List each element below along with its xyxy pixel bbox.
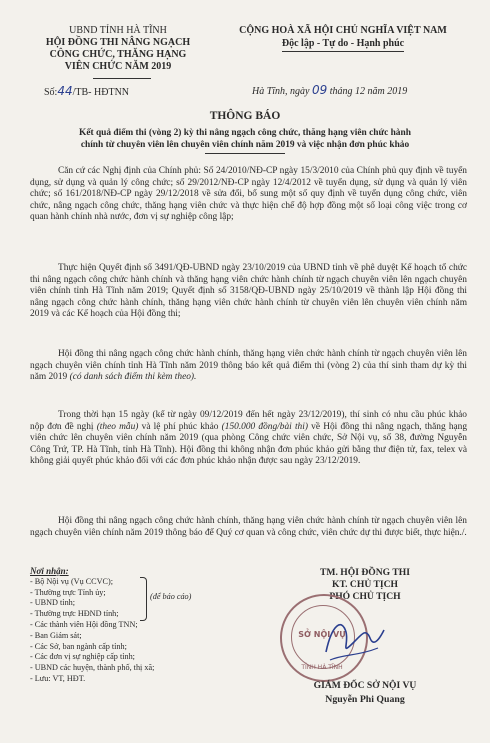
paragraph-announcement	[30, 349, 467, 384]
title-underline	[205, 153, 285, 154]
subtitle-line2: chính từ chuyên viên lên chuyên viên chính năm 2019 và việc nhận đơn phúc khảo	[80, 140, 410, 150]
paragraph-implementation: Thực hiện Quyết định số 3491/QĐ-UBND ngày 23/10/2019 của UBND tỉnh về phê duyệt Kế hoạch tổ chức thi nâng ngạch công chức hành chính và thăng hạng viên chức hành chính từ ngạch chuyên viên lên ngạch chuyên viên chính tỉnh Hà Tĩnh năm 2019; Quyết định số 3158/QĐ-UBND ngày 25/10/2019 về thành lập Hội đồng thi nâng ngạch công chức hành chính, thăng hạng viên chức hành chính từ chuyên viên lên chuyên viên chính năm 2019 và các Kế hoạch của Hội đồng thi;	[30, 263, 467, 319]
review-text-a: Trong thời hạn 15 ngày (kể từ ngày 09/12/2019 đến hết ngày 23/12/2019), thí sinh có nhu cầu phúc khảo nộp đơn đề nghị	[30, 410, 467, 432]
recipient-item: - Các Sở, ban ngành cấp tỉnh;	[30, 641, 127, 651]
signer-name: Nguyễn Phi Quang	[325, 694, 405, 705]
date-prefix: Hà Tĩnh, ngày	[252, 86, 310, 97]
review-form-note: (theo mẫu)	[96, 421, 139, 432]
council-name-line2: CÔNG CHỨC, THĂNG HẠNG	[49, 49, 187, 60]
document-subtitle	[14, 127, 476, 151]
paragraph-review-deadline	[30, 410, 467, 468]
recipient-item: - Thường trực Tỉnh ủy;	[30, 587, 106, 597]
date-day-handwritten: 09	[312, 83, 328, 97]
brace-note: (để báo cáo)	[150, 592, 192, 601]
council-name-line1: HỘI ĐỒNG THI NÂNG NGẠCH	[45, 37, 191, 48]
ministry-name: UBND TỈNH HÀ TĨNH	[69, 25, 167, 36]
signature-line3: PHÓ CHỦ TỊCH	[329, 591, 401, 602]
recipient-item: - Các thành viên Hội đồng TNN;	[30, 619, 138, 629]
recipient-item: - UBND tỉnh;	[30, 598, 76, 608]
left-header	[8, 25, 228, 73]
date-suffix: tháng 12 năm 2019	[329, 86, 408, 97]
attached-list-note: (có danh sách điểm thi kèm theo).	[69, 372, 197, 382]
signature-line1: TM. HỘI ĐỒNG THI	[320, 567, 410, 578]
handwritten-signature	[318, 612, 388, 670]
recipients-heading: Nơi nhận:	[30, 566, 69, 576]
recipient-item: - UBND các huyện, thành phố, thị xã;	[30, 663, 155, 673]
recipient-item: - Ban Giám sát;	[30, 630, 82, 640]
stamp-ring-text: TỈNH HÀ TĨNH	[301, 664, 343, 671]
paragraph-legal-basis: Căn cứ các Nghị định của Chính phủ: Số 24/2010/NĐ-CP ngày 15/3/2010 của Chính phủ quy định về tuyển dụng, sử dụng và quản lý công chức; số 29/2012/NĐ-CP ngày 12/4/2012 về tuyển dụng, sử dụng và quản lý viên chức; số 161/2018/NĐ-CP ngày 29/12/2018 về sửa đổi, bổ sung một số quy định về tuyển dụng công chức, viên chức, nâng ngạch công chức, thăng hạng viên chức và thực hiện chế độ hợp đồng một số loại công việc trong cơ quan hành chính nhà nước, đơn vị sự nghiệp công lập;	[30, 166, 467, 222]
number-handwritten: 44	[57, 84, 73, 98]
recipients-brace	[140, 577, 147, 621]
review-fee-note: (150.000 đồng/bài thi)	[221, 421, 308, 432]
review-text-c: và lệ phí phúc khảo	[141, 421, 219, 432]
signature-line2: KT. CHỦ TỊCH	[331, 579, 398, 590]
subtitle-line1: Kết quả điểm thi (vòng 2) kỳ thi nâng ngạch công chức, thăng hạng viên chức hành	[79, 128, 411, 138]
national-motto: Độc lập - Tự do - Hạnh phúc	[281, 38, 405, 49]
recipient-item: - Lưu: VT, HĐT.	[30, 673, 86, 683]
issue-date	[252, 84, 407, 98]
national-title: CỘNG HOÀ XÃ HỘI CHỦ NGHĨA VIỆT NAM	[239, 25, 447, 36]
council-name-line3: VIÊN CHỨC NĂM 2019	[64, 61, 172, 72]
recipient-item: - Các đơn vị sự nghiệp cấp tỉnh;	[30, 652, 135, 662]
signature-block	[255, 567, 475, 603]
recipients-block	[30, 566, 200, 685]
number-prefix: Số:	[44, 87, 58, 98]
review-text-e: về Hội đồng thi nâng ngạch, thăng hạng viên chức lên chuyên viên chính năm 2019 (qua phòng Công chức viên chức, Sở Nội vụ, số 38, đường Nguyễn Công Trứ, TP. Hà Tĩnh, tỉnh Hà Tĩnh). Hội đồng thi không nhận đơn phúc khảo gửi bằng thư điện tử, fax, telex và không giải quyết phúc khảo đối với các đơn phúc khảo nhận được sau ngày 23/12/2019.	[30, 421, 468, 466]
recipient-item: - Bộ Nội vụ (Vụ CCVC);	[30, 576, 114, 586]
paragraph-closing: Hội đồng thi nâng ngạch công chức hành chính, thăng hạng viên chức hành chính từ ngạch chuyên viên lên ngạch chuyên viên chính năm 2019 thông báo để Quý cơ quan và công chức, viên chức dự thi được biết, thực hiện./.	[30, 516, 467, 538]
recipient-item: - Thường trực HĐND tỉnh;	[30, 609, 119, 619]
signer-position: GIÁM ĐỐC SỞ NỘI VỤ	[313, 680, 417, 691]
announcement-text: Hội đồng thi nâng ngạch công chức hành chính, thăng hạng viên chức hành chính từ ngạch chuyên viên lên ngạch chuyên viên chính tỉnh Hà Tĩnh năm 2019 thông báo kết quả điểm thi (vòng 2) của thí sinh tham dự kỳ thi năm 2019	[30, 349, 467, 382]
document-number	[44, 85, 129, 99]
stamp-center-text: SỞ NỘI VỤ	[298, 630, 346, 639]
number-suffix: /TB- HĐTNN	[72, 87, 130, 98]
left-header-underline	[93, 78, 151, 79]
motto-underline	[282, 51, 404, 52]
document-title: THÔNG BÁO	[209, 110, 281, 122]
